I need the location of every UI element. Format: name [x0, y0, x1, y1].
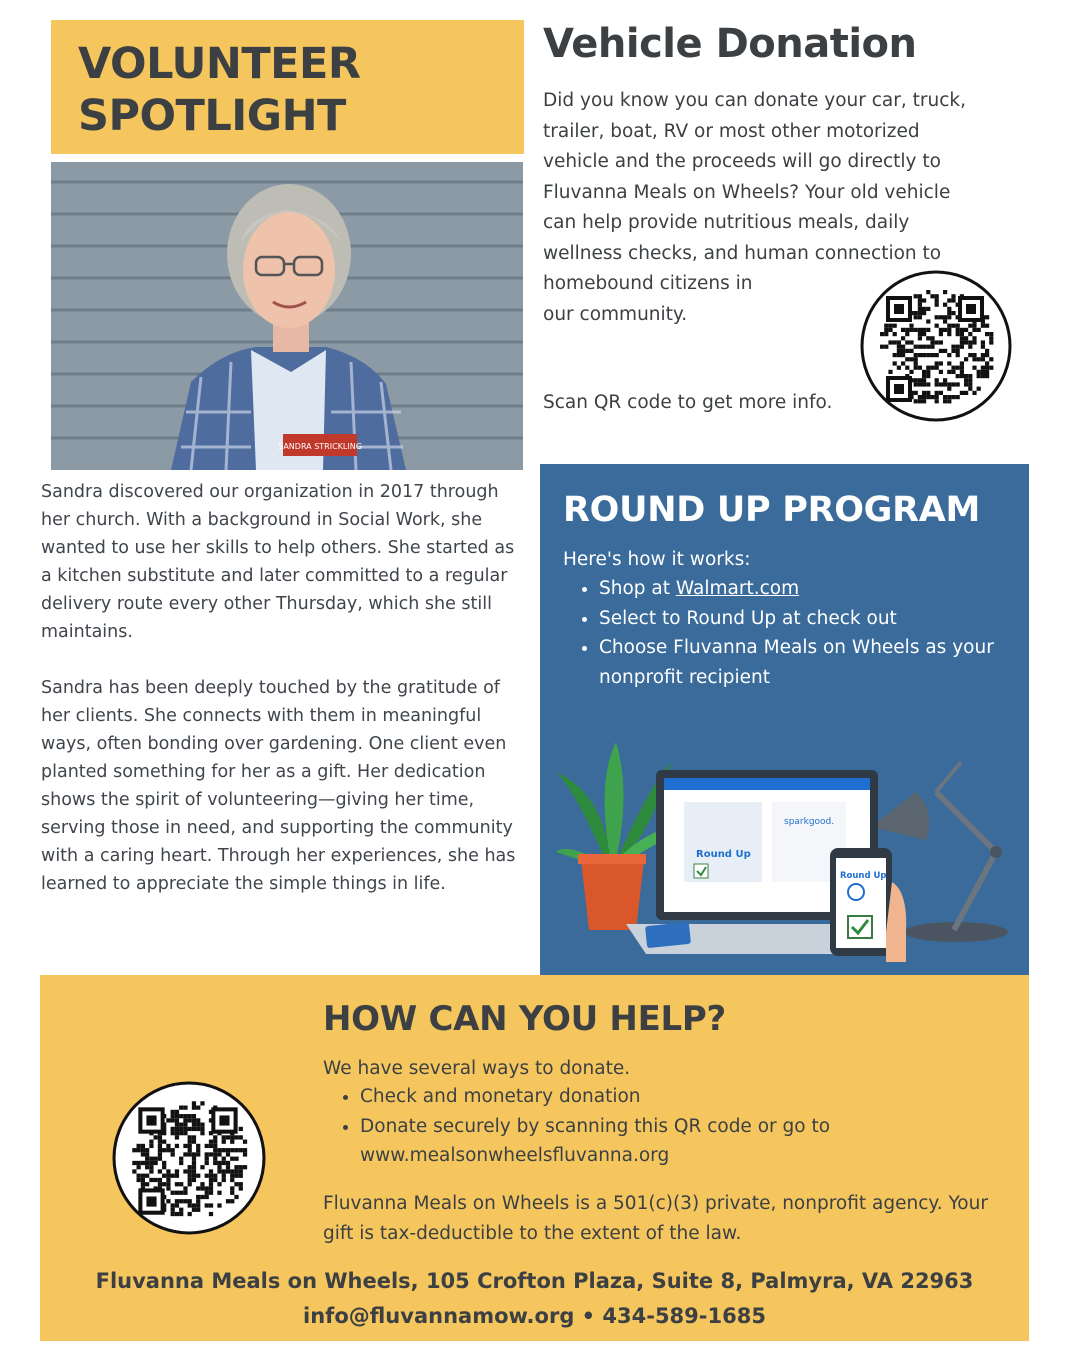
story-paragraph-1: Sandra discovered our organization in 2017 through her church. With a background in Social Work, she wanted to use her skills to help others. She started as a kitchen substitute and later committed to a regular delivery route every other Thursday, which she still maintains.	[41, 482, 515, 642]
round-up-steps	[563, 574, 1013, 692]
help-option-2: • Donate securely by scanning this QR code or go to www.mealsonwheelsfluvanna.org	[360, 1112, 983, 1171]
round-up-step-3: • Choose Fluvanna Meals on Wheels as your nonprofit recipient	[599, 633, 1013, 692]
credit-card-icon	[645, 922, 691, 948]
nonprofit-note: Fluvanna Meals on Wheels is a 501(c)(3) private, nonprofit agency. Your gift is tax-deductible to the extent of the law.	[323, 1193, 988, 1244]
spotlight-title-line1: VOLUNTEER	[78, 39, 361, 89]
laptop-roundup-label: Round Up	[696, 849, 751, 860]
round-up-intro: Here's how it works:	[563, 549, 751, 570]
vehicle-qr-code-icon[interactable]	[860, 270, 1012, 422]
vehicle-body-line: wellness checks, and human connection to	[543, 242, 942, 264]
help-options	[323, 1082, 983, 1171]
volunteer-story	[41, 478, 519, 926]
story-paragraph-2: Sandra has been deeply touched by the gratitude of her clients. She connects with them in meaningful ways, often bonding over gardening. One client even planted something for her as a gift. Her dedication shows the spirit of volunteering—giving her time, serving those in need, and supporting the community with a caring heart. Through her experiences, she has learned to appreciate the simple things in life.	[41, 678, 516, 894]
volunteer-portrait-illustration	[51, 162, 523, 470]
vehicle-body-line: can help provide nutritious meals, daily	[543, 212, 910, 233]
vehicle-body-line: Fluvanna Meals on Wheels? Your old vehicle	[543, 181, 951, 203]
donate-qr-code-icon[interactable]	[112, 1081, 266, 1235]
vehicle-body-line: homebound citizens in	[543, 273, 753, 294]
round-up-illustration	[556, 732, 1016, 962]
vehicle-body-line: our community.	[543, 303, 688, 325]
name-badge-text: SANDRA STRICKLING	[278, 442, 362, 451]
sparkgood-label: sparkgood.	[784, 817, 835, 827]
phone-roundup-label: Round Up	[840, 871, 887, 881]
round-up-step-1	[599, 574, 1013, 604]
vehicle-body-line: trailer, boat, RV or most other motorized	[543, 120, 920, 142]
help-intro: We have several ways to donate.	[323, 1058, 631, 1079]
footer-contact: info@fluvannamow.org • 434-589-1685	[303, 1304, 766, 1328]
walmart-link[interactable]: Walmart.com	[675, 578, 800, 599]
volunteer-photo	[51, 162, 523, 470]
spotlight-title	[78, 38, 518, 142]
phone-illustration	[830, 848, 906, 962]
footer-address: Fluvanna Meals on Wheels, 105 Crofton Plaza, Suite 8, Palmyra, VA 22963	[95, 1269, 974, 1293]
vehicle-body-line: Did you know you can donate your car, truck,	[543, 90, 966, 111]
round-up-step-1-text: Shop at	[599, 578, 676, 599]
round-up-title: ROUND UP PROGRAM	[563, 490, 981, 530]
help-option-1: • Check and monetary donation	[360, 1082, 983, 1112]
vehicle-donation-title: Vehicle Donation	[543, 21, 917, 67]
vehicle-body-line: vehicle and the proceeds will go directly to	[543, 151, 941, 172]
spotlight-title-line2: SPOTLIGHT	[78, 91, 346, 141]
help-title: HOW CAN YOU HELP?	[323, 999, 726, 1039]
qr-code-icon	[112, 1081, 266, 1235]
vehicle-qr-cta: Scan QR code to get more info.	[543, 392, 833, 413]
qr-code-icon	[860, 270, 1012, 422]
checkmark-icon	[848, 916, 872, 938]
round-up-step-2: • Select to Round Up at check out	[599, 604, 1013, 634]
